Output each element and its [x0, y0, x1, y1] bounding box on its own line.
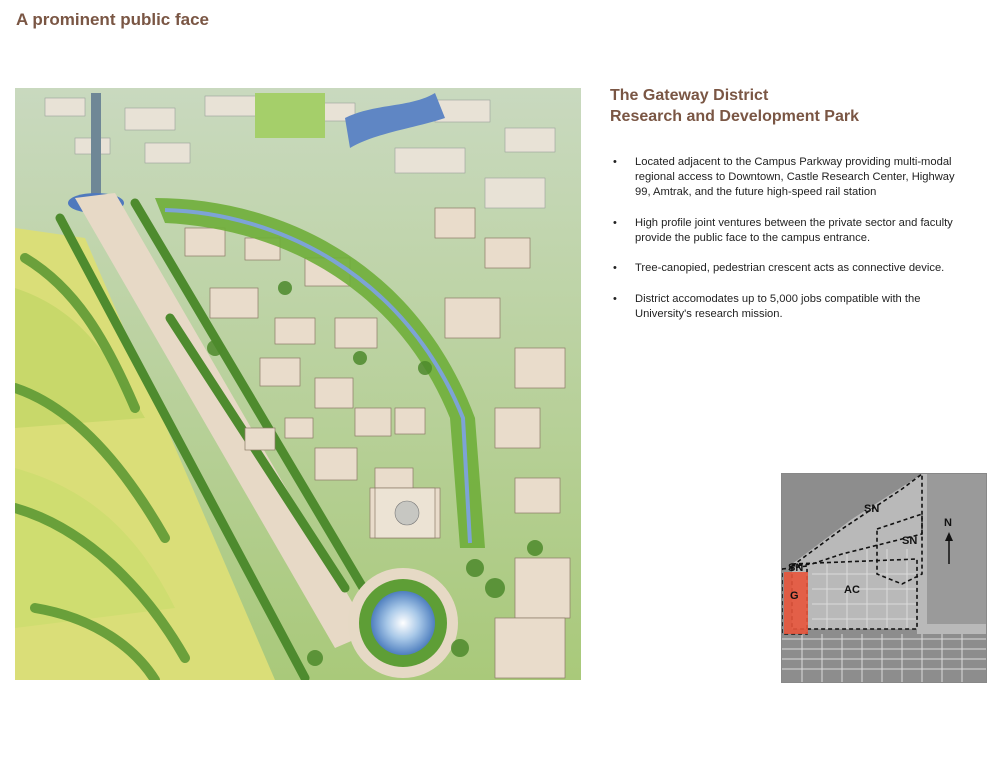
district-heading-line-2: Research and Development Park: [610, 108, 859, 125]
bullet-text: Tree-canopied, pedestrian crescent acts as connective device.: [635, 262, 945, 274]
bullet-dot-icon: •: [613, 216, 617, 229]
bullet-dot-icon: •: [613, 262, 617, 274]
bullet-list: [611, 155, 971, 337]
map-label-sn-top: SN: [864, 503, 880, 515]
district-heading: [610, 85, 859, 127]
map-label-g: G: [790, 590, 799, 602]
bullet-dot-icon: •: [613, 156, 617, 168]
north-label: N: [944, 517, 952, 529]
bullet-item: [611, 261, 971, 276]
key-map: [781, 473, 987, 683]
bullet-item: [611, 216, 971, 246]
map-label-sn-left: SN: [788, 562, 804, 574]
bullet-item: [611, 292, 971, 322]
bullet-text: High profile joint ventures between the private sector and faculty provide the public face to the campus entrance.: [635, 216, 953, 244]
district-heading-line-1: The Gateway District: [610, 87, 769, 104]
bullet-text: District accomodates up to 5,000 jobs compatible with the University's research mission.: [635, 292, 921, 320]
map-label-sn-right: SN: [902, 535, 918, 547]
bullet-item: [611, 155, 971, 200]
aerial-rendering-image: [15, 88, 581, 680]
bullet-dot-icon: •: [613, 292, 617, 305]
bullet-text: Located adjacent to the Campus Parkway providing multi-modal regional access to Downtown, Castle Research Center, Highway 99, Amtrak, and the future high-speed rail station: [635, 156, 955, 198]
map-label-ac: AC: [844, 584, 860, 596]
page-title: A prominent public face: [16, 10, 210, 29]
